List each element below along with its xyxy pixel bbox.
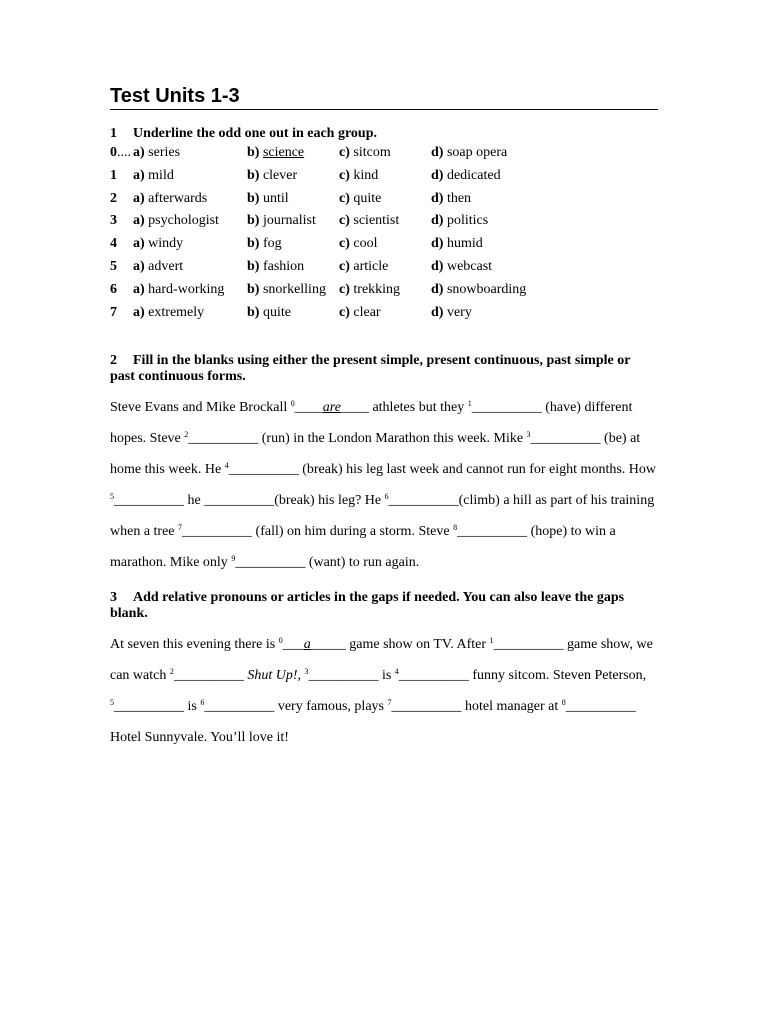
option-label: b): [247, 145, 260, 160]
item-number-value: 1: [110, 167, 117, 183]
section-2-number: 2: [110, 353, 117, 369]
blank[interactable]: __________: [391, 699, 462, 715]
section-1-heading: [110, 126, 658, 142]
option-c[interactable]: [339, 256, 431, 279]
option-b[interactable]: [247, 256, 339, 279]
item-number-value: 2: [110, 190, 117, 206]
gap-number: 8: [561, 698, 566, 708]
gap-number: 1: [489, 636, 494, 646]
gap-number: 8: [453, 523, 458, 533]
option-c[interactable]: [339, 142, 431, 165]
option-word: series: [148, 145, 181, 160]
option-label: a): [133, 281, 145, 297]
item-number-value: 3: [110, 213, 117, 229]
text-run: ,: [297, 668, 305, 684]
section-2-instruction: Fill in the blanks using either the present simple, present continuous, past simple or past continuous forms.: [110, 353, 631, 385]
option-b[interactable]: [247, 279, 339, 302]
blank[interactable]: __________: [388, 493, 459, 509]
text-run: game show, we can watch: [110, 637, 653, 684]
option-d[interactable]: [431, 142, 551, 165]
option-a[interactable]: [133, 188, 247, 211]
section-2-heading: [110, 353, 658, 385]
option-word: sitcom: [353, 145, 391, 160]
gap-number: 9: [231, 554, 236, 564]
section-1-number: 1: [110, 126, 117, 141]
blank: _____: [310, 637, 346, 653]
option-a[interactable]: [133, 302, 247, 325]
option-word: clear: [353, 304, 381, 320]
option-word: quite: [353, 190, 382, 206]
option-d[interactable]: [431, 302, 551, 325]
option-word: clever: [262, 167, 298, 183]
list-item: [110, 165, 658, 188]
section-1-list: [110, 142, 658, 324]
option-word: extremely: [148, 304, 205, 320]
gap-number: 1: [467, 399, 472, 409]
item-number-value: 6: [110, 281, 117, 297]
option-word: then: [446, 190, 472, 206]
option-label: a): [133, 304, 145, 320]
gap-number: 5: [110, 698, 114, 708]
option-c[interactable]: [339, 233, 431, 256]
option-b[interactable]: [247, 233, 339, 256]
gap-number: 4: [394, 667, 399, 677]
list-item: [110, 142, 658, 165]
text-run: game show on TV. After: [345, 637, 490, 653]
list-item: [110, 279, 658, 302]
blank[interactable]: __________: [114, 699, 184, 715]
item-number: [110, 279, 133, 302]
option-label: a): [133, 236, 145, 252]
option-d[interactable]: [431, 210, 551, 233]
option-label: b): [247, 167, 260, 183]
option-label: d): [431, 145, 444, 160]
option-label: c): [339, 236, 350, 252]
option-c[interactable]: [339, 302, 431, 325]
option-b[interactable]: [247, 165, 339, 188]
worksheet: [110, 84, 658, 753]
text-run: At seven this evening there is: [110, 637, 279, 653]
blank: ____: [340, 400, 369, 416]
option-a[interactable]: [133, 256, 247, 279]
option-label: c): [339, 190, 350, 206]
option-label: c): [339, 281, 350, 297]
option-a[interactable]: [133, 142, 247, 165]
option-d[interactable]: [431, 233, 551, 256]
option-b[interactable]: [247, 142, 339, 165]
gap-number: 4: [224, 461, 229, 471]
item-number-value: 0: [110, 145, 117, 160]
item-number: [110, 142, 133, 165]
option-word: until: [262, 190, 289, 206]
option-label: b): [247, 281, 260, 297]
blank[interactable]: __________: [565, 699, 636, 715]
list-item: [110, 256, 658, 279]
option-word: very: [446, 304, 472, 320]
option-label: c): [339, 145, 350, 160]
option-d[interactable]: [431, 188, 551, 211]
text-run: (want) to run again.: [305, 555, 420, 571]
text-run: he: [184, 493, 205, 509]
text-run: (be) at home this week. He: [110, 431, 641, 478]
option-word: webcast: [446, 258, 493, 274]
option-word: hard-working: [148, 281, 225, 297]
text-run: (break) his leg? He: [274, 493, 385, 509]
option-label: d): [431, 190, 444, 206]
blank[interactable]: __________: [457, 524, 528, 540]
option-c[interactable]: [339, 188, 431, 211]
option-word: windy: [148, 236, 184, 252]
option-word: quite: [262, 304, 291, 320]
blank[interactable]: __________: [471, 400, 542, 416]
option-word: article: [353, 258, 389, 274]
option-label: d): [431, 167, 444, 183]
text-run: funny sitcom. Steven Peterson,: [468, 668, 647, 684]
gap-number: 0: [278, 636, 283, 646]
item-number: [110, 233, 133, 256]
option-label: d): [431, 236, 444, 252]
option-word: trekking: [353, 281, 401, 297]
option-label: b): [247, 213, 260, 229]
option-label: d): [431, 258, 444, 274]
item-number: [110, 165, 133, 188]
example-answer: are: [322, 400, 341, 416]
option-label: d): [431, 304, 444, 320]
option-label: b): [247, 236, 260, 252]
option-word: kind: [353, 167, 379, 183]
section-3-number: 3: [110, 590, 117, 606]
blank[interactable]: __________: [204, 493, 275, 509]
blank: ____: [294, 400, 323, 416]
option-word: advert: [148, 258, 184, 274]
page-title: Test Units 1-3: [110, 84, 658, 110]
option-word: snorkelling: [262, 281, 326, 297]
option-label: a): [133, 167, 145, 183]
option-label: a): [133, 145, 145, 160]
option-label: a): [133, 190, 145, 206]
option-word: soap opera: [446, 145, 508, 160]
example-answer: a: [303, 637, 311, 653]
gap-number: 3: [304, 667, 309, 677]
item-number: [110, 302, 133, 325]
option-word: dedicated: [446, 167, 501, 183]
text-run: (climb) a hill as part of his training when a tree: [110, 493, 655, 540]
gap-number: 7: [387, 698, 392, 708]
option-label: a): [133, 213, 145, 229]
section-3-text: [110, 629, 658, 753]
blank[interactable]: __________: [114, 493, 184, 509]
text-run: (break) his leg last week and cannot run for eight months. How: [298, 462, 656, 478]
item-number: [110, 256, 133, 279]
option-c[interactable]: [339, 165, 431, 188]
section-2-text: [110, 392, 658, 578]
option-word: scientist: [353, 213, 400, 229]
option-word: politics: [446, 213, 489, 229]
blank[interactable]: __________: [173, 668, 244, 684]
text-run: hotel manager at: [461, 699, 562, 715]
blank[interactable]: __________: [228, 462, 299, 478]
show-title: Shut Up!: [247, 668, 298, 684]
blank[interactable]: __________: [182, 524, 253, 540]
option-word: snowboarding: [446, 281, 527, 297]
section-1-instruction: Underline the odd one out in each group.: [133, 126, 377, 141]
option-label: a): [133, 258, 145, 274]
gap-number: 2: [169, 667, 174, 677]
section-3-heading: [110, 590, 658, 622]
blank[interactable]: __________: [188, 431, 259, 447]
option-label: d): [431, 281, 444, 297]
gap-number: 6: [200, 698, 205, 708]
blank[interactable]: __________: [398, 668, 469, 684]
option-word: science: [262, 145, 305, 160]
gap-number: 6: [384, 492, 389, 502]
list-item: [110, 210, 658, 233]
option-label: b): [247, 304, 260, 320]
list-item: [110, 188, 658, 211]
item-number-value: 7: [110, 304, 117, 320]
option-word: journalist: [262, 213, 316, 229]
option-b[interactable]: [247, 210, 339, 233]
option-label: b): [247, 258, 260, 274]
gap-number: 2: [184, 430, 189, 440]
option-a[interactable]: [133, 165, 247, 188]
text-run: very famous, plays: [274, 699, 388, 715]
blank[interactable]: __________: [204, 699, 275, 715]
item-number: [110, 210, 133, 233]
text-run: (have) different hopes. Steve: [110, 400, 633, 447]
option-c[interactable]: [339, 279, 431, 302]
blank[interactable]: __________: [493, 637, 564, 653]
option-d[interactable]: [431, 165, 551, 188]
option-d[interactable]: [431, 256, 551, 279]
item-number: [110, 188, 133, 211]
option-label: c): [339, 258, 350, 274]
text-run: is: [184, 699, 201, 715]
blank[interactable]: __________: [235, 555, 306, 571]
blank[interactable]: __________: [308, 668, 379, 684]
option-a[interactable]: [133, 210, 247, 233]
gap-number: 0: [290, 399, 295, 409]
gap-number: 7: [178, 523, 183, 533]
section-3-instruction: Add relative pronouns or articles in the gaps if needed. You can also leave the gaps blank.: [110, 590, 625, 622]
text-run: Hotel Sunnyvale. You’ll love it!: [110, 730, 289, 746]
list-item: [110, 302, 658, 325]
option-word: psychologist: [148, 213, 219, 229]
text-run: (fall) on him during a storm. Steve: [252, 524, 454, 540]
blank[interactable]: __________: [530, 431, 601, 447]
gap-number: 5: [110, 492, 114, 502]
option-label: c): [339, 167, 350, 183]
option-a[interactable]: [133, 279, 247, 302]
option-c[interactable]: [339, 210, 431, 233]
option-a[interactable]: [133, 233, 247, 256]
option-label: c): [339, 304, 350, 320]
option-word: fashion: [262, 258, 305, 274]
option-word: humid: [446, 236, 483, 252]
option-label: c): [339, 213, 350, 229]
text-run: (run) in the London Marathon this week. Mike: [258, 431, 527, 447]
dots: ....: [117, 145, 131, 160]
option-word: mild: [148, 167, 174, 183]
blank: ___: [282, 637, 304, 653]
list-item: [110, 233, 658, 256]
option-word: afterwards: [148, 190, 208, 206]
text-run: Steve Evans and Mike Brockall: [110, 400, 291, 416]
text-run: (hope) to win a marathon. Mike only: [110, 524, 616, 571]
option-label: b): [247, 190, 260, 206]
option-word: cool: [353, 236, 378, 252]
option-b[interactable]: [247, 188, 339, 211]
option-label: d): [431, 213, 444, 229]
option-word: fog: [262, 236, 282, 252]
item-number-value: 4: [110, 236, 117, 252]
gap-number: 3: [526, 430, 531, 440]
option-d[interactable]: [431, 279, 551, 302]
text-run: athletes but they: [368, 400, 468, 416]
item-number-value: 5: [110, 258, 117, 274]
text-run: is: [378, 668, 395, 684]
option-b[interactable]: [247, 302, 339, 325]
